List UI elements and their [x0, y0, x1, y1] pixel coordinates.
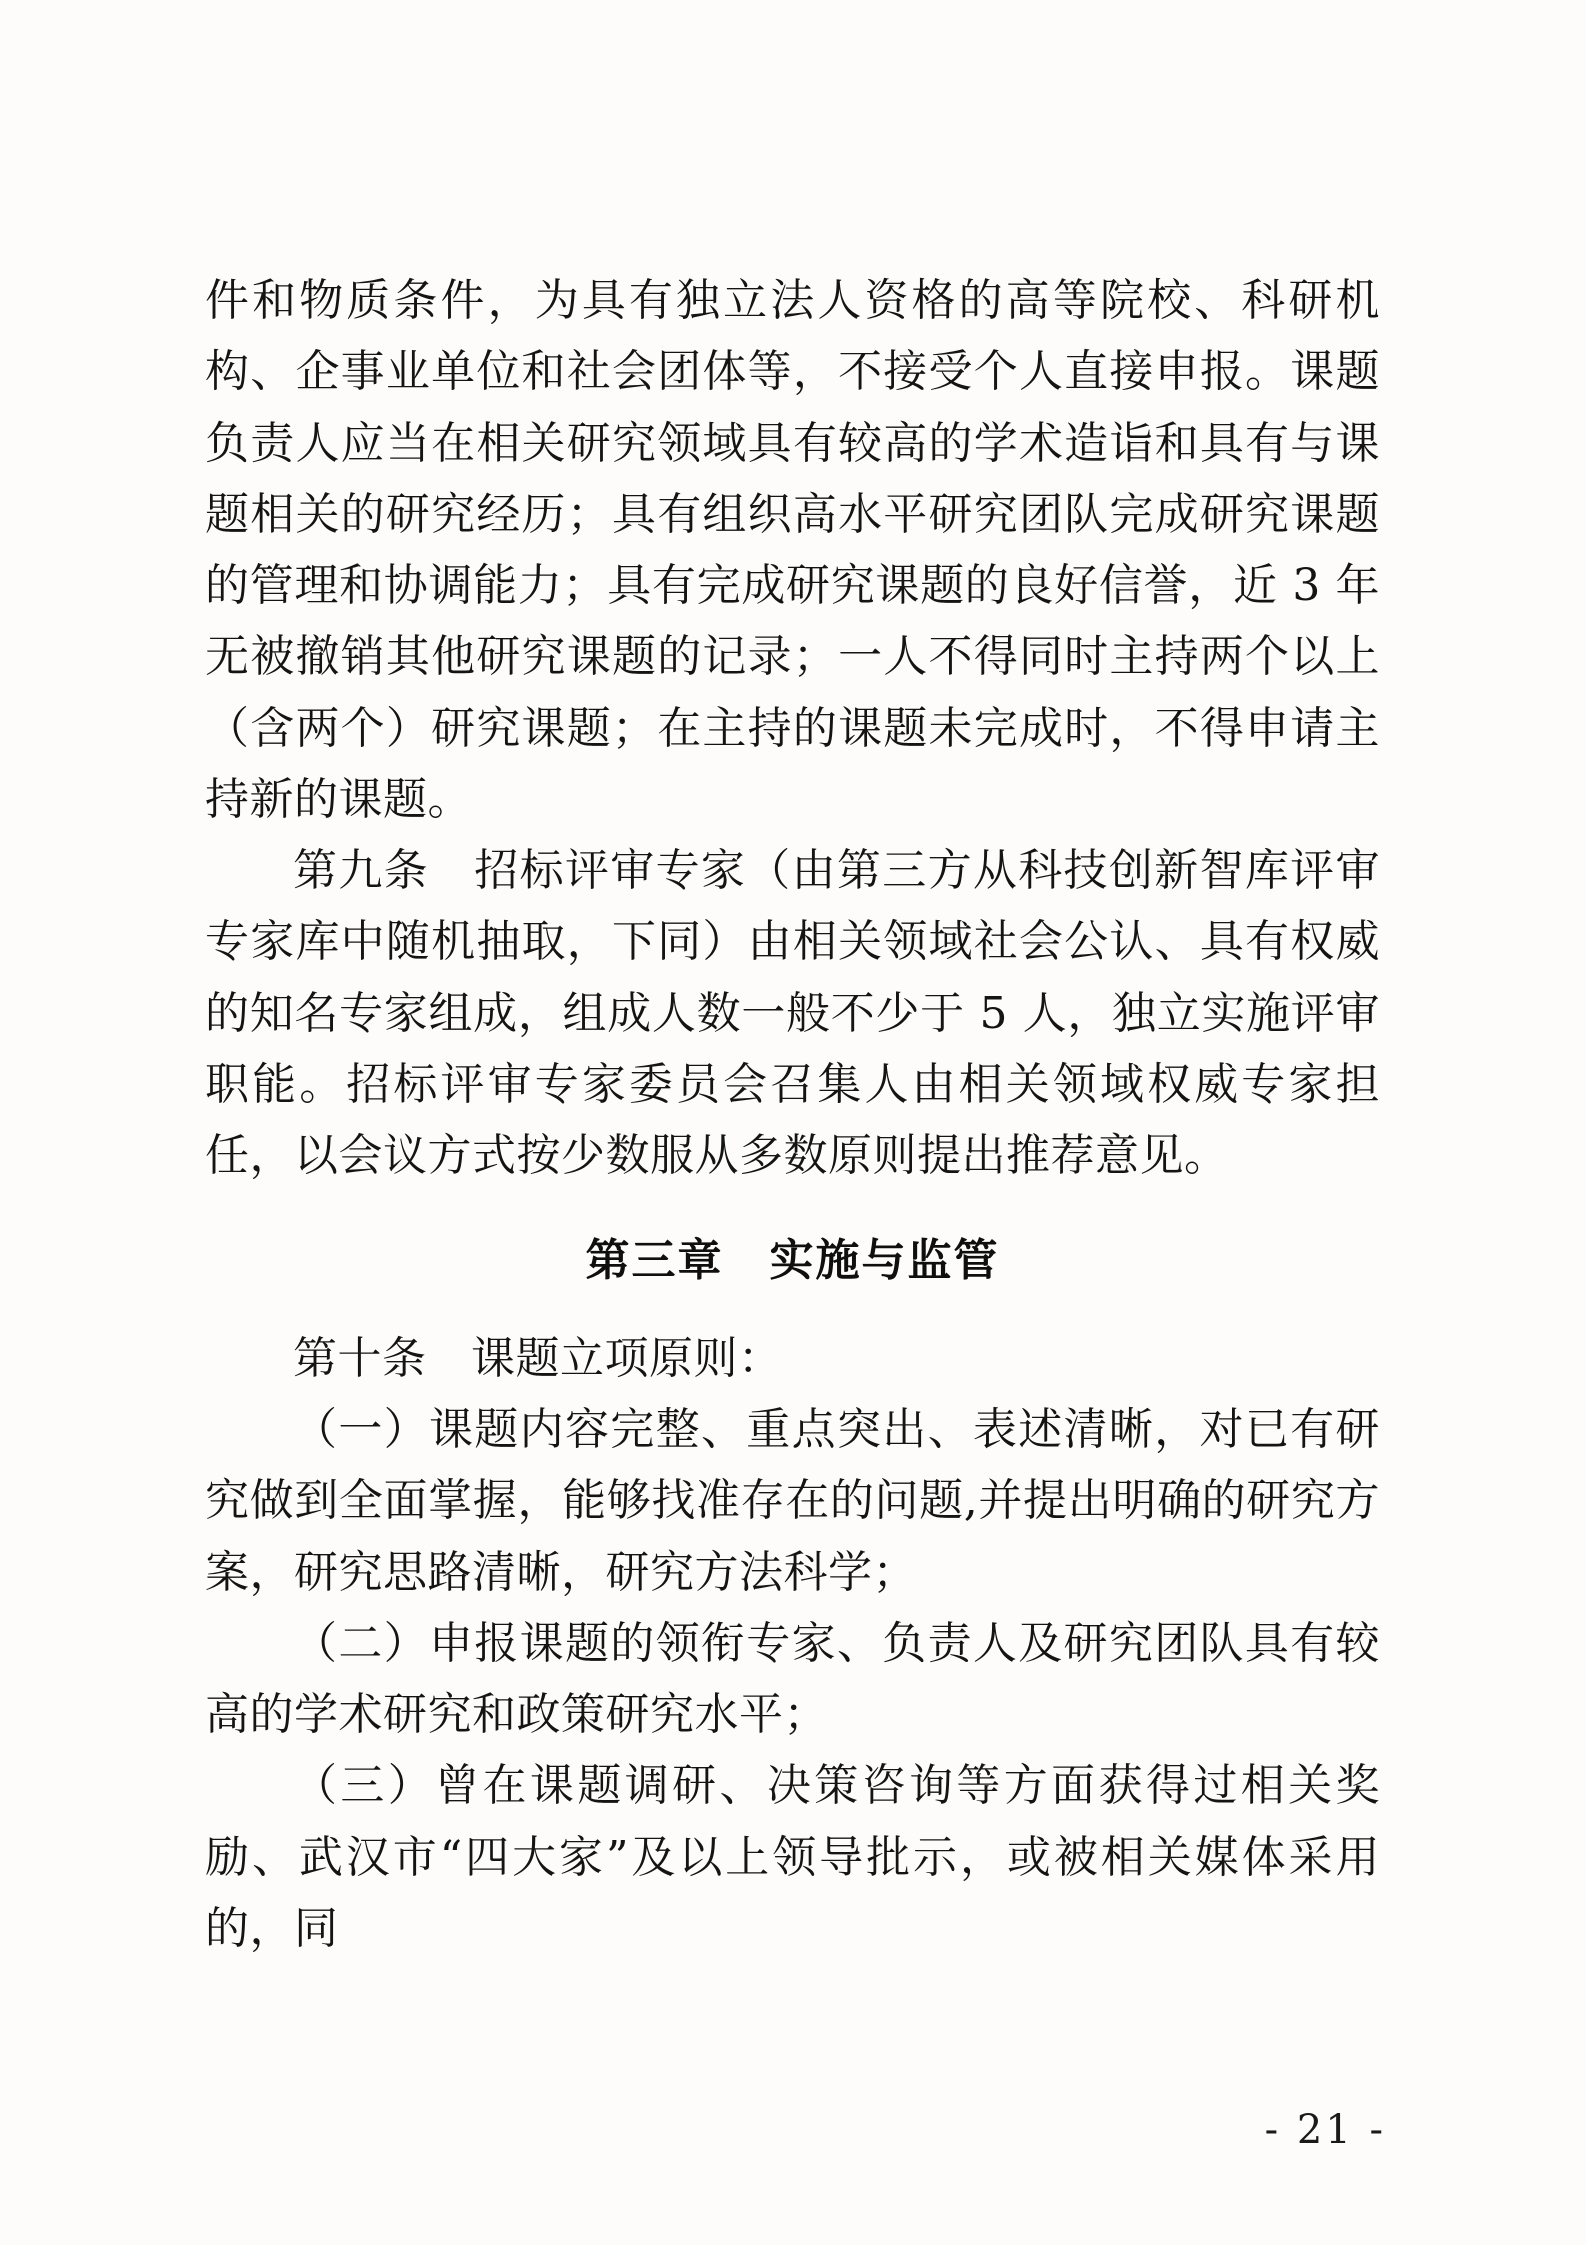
paragraph-article-nine: 第九条 招标评审专家（由第三方从科技创新智库评审专家库中随机抽取，下同）由相关领域社会公认、具有权威的知名专家组成，组成人数一般不少于 5 人，独立实施评审职能。招标评审专家委员会召集人由相关领域权威专家担任，以会议方式按少数服从多数原则提出推荐意见。: [205, 845, 1380, 1182]
paragraph-item-one: （一）课题内容完整、重点突出、表述清晰，对已有研究做到全面掌握，能够找准存在的问题,并提出明确的研究方案，研究思路清晰，研究方法科学；: [205, 1403, 1380, 1598]
page-content: [205, 265, 1380, 1964]
paragraph-item-two: （二）申报课题的领衔专家、负责人及研究团队具有较高的学术研究和政策研究水平；: [205, 1617, 1380, 1741]
paragraph-article-ten: 第十条 课题立项原则：: [293, 1332, 783, 1384]
chapter-heading: 第三章 实施与监管: [585, 1235, 1000, 1287]
page-number: - 21 -: [1264, 2107, 1386, 2153]
paragraph-item-three: （三）曾在课题调研、决策咨询等方面获得过相关奖励、武汉市“四大家”及以上领导批示，或被相关媒体采用的，同: [205, 1760, 1380, 1954]
paragraph-continued-article-eight: 件和物质条件，为具有独立法人资格的高等院校、科研机构、企事业单位和社会团体等，不接受个人直接申报。课题负责人应当在相关研究领域具有较高的学术造诣和具有与课题相关的研究经历；具有组织高水平研究团队完成研究课题的管理和协调能力；具有完成研究课题的良好信誉，近 3 年无被撤销其他研究课题的记录；一人不得同时主持两个以上（含两个）研究课题；在主持的课题未完成时，不得申请主持新的课题。: [205, 275, 1380, 825]
